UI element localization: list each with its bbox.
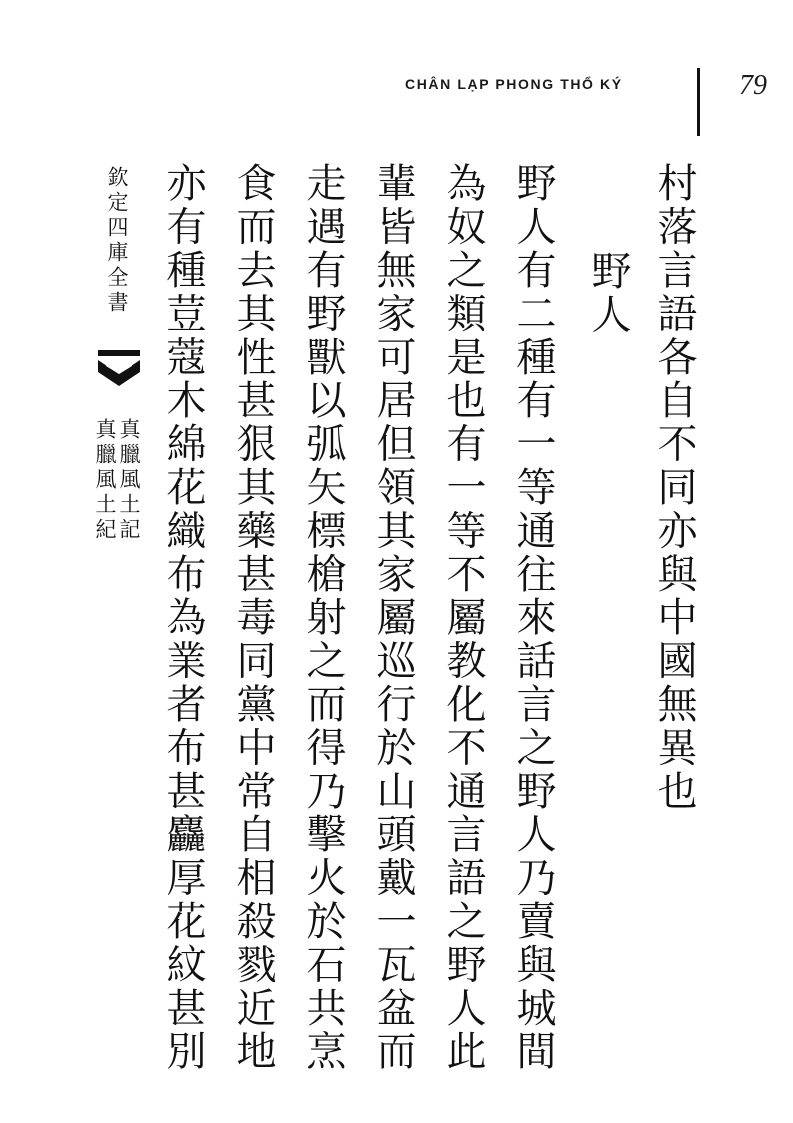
text-column-3: 野人有二種有一等通往來話言之野人乃賣與城間	[510, 162, 556, 1074]
text-column-5: 輩皆無家可居但領其家屬巡行於山頭戴一瓦盆而	[370, 162, 416, 1074]
text-column-4: 為奴之類是也有一等不屬教化不通言語之野人此	[440, 162, 486, 1074]
book-title-right: 真臘風土記	[117, 418, 141, 543]
text-column-8: 亦有種荳蔻木綿花織布為業者布甚麤厚花紋甚別	[160, 162, 206, 1074]
text-column-1: 村落言語各自不同亦與中國無異也	[651, 162, 697, 813]
book-title-left: 真臘風土紀	[93, 418, 117, 543]
fishtail-ornament-icon	[96, 346, 142, 390]
text-column-6: 走遇有野獸以弧矢標槍射之而得乃擊火於石共烹	[300, 162, 346, 1074]
section-heading: 野人	[585, 250, 631, 337]
text-column-7: 食而去其性甚狠其藥甚毒同黨中常自相殺戮近地	[230, 162, 276, 1074]
collection-title: 欽定四庫全書	[105, 166, 129, 316]
running-title: CHÂN LẠP PHONG THỔ KÝ	[405, 76, 623, 92]
header-rule	[697, 68, 700, 136]
page-number: 79	[739, 70, 767, 101]
